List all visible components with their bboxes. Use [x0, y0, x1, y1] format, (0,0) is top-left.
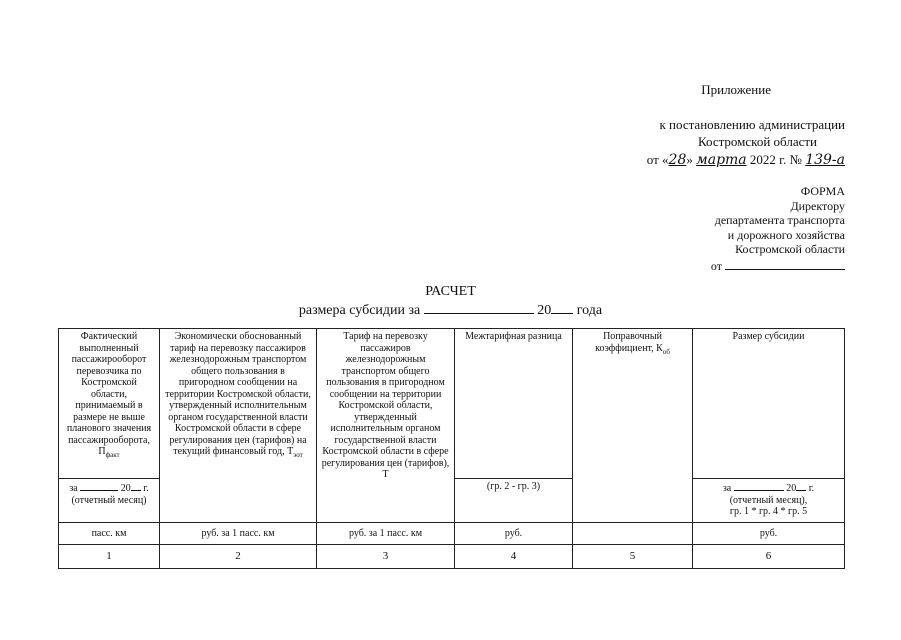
from-blank [725, 257, 845, 270]
page-subtitle [0, 301, 901, 319]
appendix-line1: к постановлению администрации [659, 117, 845, 132]
header-cell-2: Экономически обоснованный тариф на перевозку пассажиров железнодорожным транспортом общего пользования в пригородном сообщении на территории Костромской области, утвержденный исполнительным органом государственной власти Костромской области в сфере регулирования цен (тарифов) на текущий финансовый год, $Т_{эот}$ [160, 329, 317, 523]
year-blank [551, 301, 573, 314]
unit-cell-3: руб. за 1 пасс. км [317, 523, 455, 545]
units-row [59, 523, 845, 545]
date-year: 2022 г. № [749, 152, 802, 167]
date-month: марта [696, 152, 747, 168]
number-cell-6: 6 [693, 545, 845, 569]
number-cell-1: 1 [59, 545, 160, 569]
period-cell-4: (гр. 2 - гр. 3) [455, 479, 573, 523]
header-cell-5: Поправочный коэффициент, $К_{об}$ [573, 329, 693, 523]
from-prefix: от [710, 259, 722, 273]
appendix-title: Приложение [701, 82, 771, 97]
subtitle-prefix: размера субсидии за [298, 303, 421, 318]
unit-cell-1: пасс. км [59, 523, 160, 545]
unit-cell-2: руб. за 1 пасс. км [160, 523, 317, 545]
subtitle-year: 20 [537, 303, 552, 318]
date-number: 139-а [805, 152, 845, 168]
period-cell-6: за 20 г. (отчетный месяц), гр. 1 * гр. 4 * гр. 5 [693, 479, 845, 523]
subtitle-suffix: года [576, 303, 603, 318]
appendix-date [647, 152, 845, 168]
addressee-line4: Костромской области [735, 242, 845, 256]
addressee-line1: Директору [790, 199, 845, 213]
appendix-line2: Костромской области [697, 134, 817, 149]
page-title: РАСЧЕТ [425, 284, 476, 299]
unit-cell-5 [573, 523, 693, 545]
header-row [59, 329, 845, 479]
date-day: 28 [668, 152, 687, 168]
unit-cell-6: руб. [693, 523, 845, 545]
addressee-from [711, 257, 845, 273]
addressee-line3: и дорожного хозяйства [727, 228, 845, 242]
header-cell-3: Тариф на перевозку пассажиров железнодорожным транспортом общего пользования в пригородном сообщении на территории Костромской области, утвержденный исполнительным органом государственной власти Костромской области в сфере регулирования цен (тарифов), Т [317, 329, 455, 523]
period-cell-1: за 20 г. (отчетный месяц) [59, 479, 160, 523]
header-cell-6: Размер субсидии [693, 329, 845, 479]
date-prefix: от « [646, 152, 669, 167]
header-cell-1: Фактический выполненный пассажирооборот перевозчика по Костромской области, принимаемый в размере не выше планового значения пассажирооборота, $П_{факт}$ [59, 329, 160, 479]
number-cell-4: 4 [455, 545, 573, 569]
unit-cell-4: руб. [455, 523, 573, 545]
form-label: ФОРМА [800, 184, 845, 198]
subsidy-table [58, 328, 845, 569]
period-blank [424, 301, 534, 314]
number-cell-2: 2 [160, 545, 317, 569]
number-cell-3: 3 [317, 545, 455, 569]
addressee-line2: департамента транспорта [714, 213, 845, 227]
date-mid: » [686, 152, 693, 167]
number-cell-5: 5 [573, 545, 693, 569]
numbers-row [59, 545, 845, 569]
header-cell-4: Межтарифная разница [455, 329, 573, 479]
